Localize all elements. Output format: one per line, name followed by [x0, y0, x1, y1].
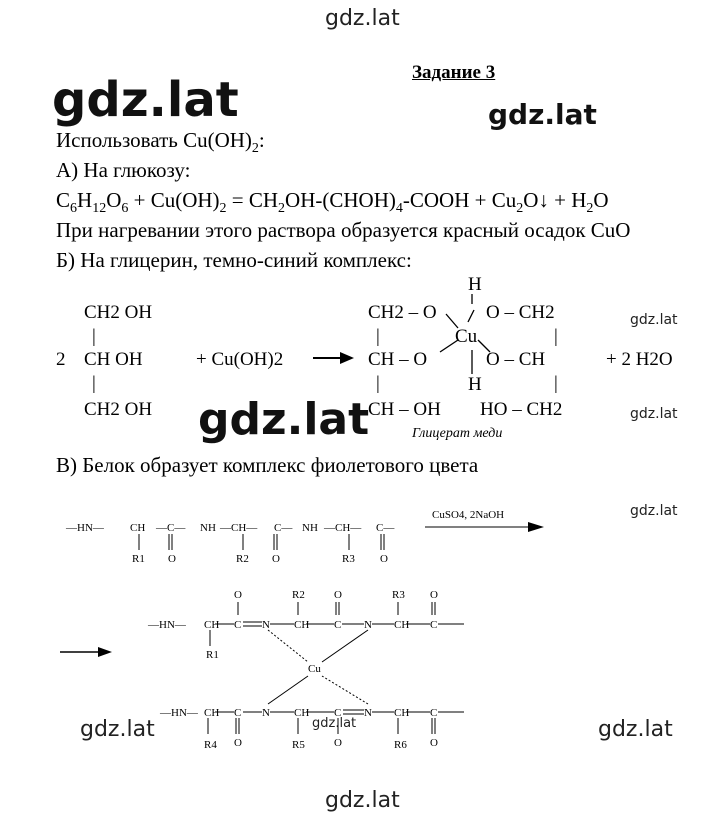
r6-lower: R6 — [394, 739, 407, 751]
chain-hn-1: —HN— — [66, 522, 104, 534]
glycerol-row3: CH2 OH — [84, 399, 153, 420]
o-lower-2: O — [430, 737, 438, 749]
o-top-3: O — [380, 553, 388, 565]
watermark-center-large: gdz.lat — [198, 394, 370, 445]
o-minus-upper: O — [234, 589, 242, 601]
section-c-label: В) Белок образует комплекс фиолетового цвета — [56, 453, 479, 477]
task-title: Задание 3 — [412, 62, 496, 83]
chain-nh-2: NH — [302, 522, 318, 534]
ch-lower-2: CH — [294, 707, 310, 719]
r3-top: R3 — [342, 553, 355, 565]
section-b-label: Б) На глицерин, темно-синий комплекс: — [56, 248, 412, 272]
ch-upper-1: CH — [204, 619, 220, 631]
watermark-top: gdz.lat — [325, 6, 400, 31]
hn-upper: —HN— — [148, 619, 186, 631]
c-upper-3: C — [430, 619, 438, 631]
chain-c-2: C— — [274, 522, 293, 534]
ch-lower-3: CH — [394, 707, 410, 719]
glycerol-bar2: | — [92, 373, 96, 394]
n-upper-1: N — [262, 619, 270, 631]
complex-bar2: | — [376, 373, 380, 394]
reagent-line: Использовать $Cu(OH)_2$: — [56, 128, 265, 157]
glycerol-bar1: | — [92, 326, 96, 347]
complex-h-top: H — [468, 274, 482, 295]
ch-upper-3: CH — [394, 619, 410, 631]
glucose-note: При нагревании этого раствора образуется красный осадок CuO — [56, 218, 631, 242]
section-a-label: А) На глюкозу: — [56, 158, 191, 182]
complex-left-row3: CH – OH — [368, 399, 441, 420]
watermark-small-3: gdz.lat — [630, 503, 678, 519]
complex-left-row1: CH2 – O — [368, 302, 437, 323]
complex-cu: Cu — [455, 326, 478, 347]
n-lower-2: N — [364, 707, 372, 719]
complex-right-row3: HO – CH2 — [480, 399, 563, 420]
chain-ch-2: —CH— — [220, 522, 258, 534]
c-upper-2: C — [334, 619, 342, 631]
watermark-bottom-right: gdz.lat — [598, 717, 673, 742]
n-upper-2: N — [364, 619, 372, 631]
watermark-small-1: gdz.lat — [630, 312, 678, 328]
chain-c-1: —C— — [156, 522, 186, 534]
chain-c-3: C— — [376, 522, 395, 534]
chain-nh-1: NH — [200, 522, 216, 534]
protein-biuret-diagram — [0, 500, 720, 770]
complex-left-row2: CH – O — [368, 349, 428, 370]
reagent-cuso4: CuSO4, 2NaOH — [432, 509, 505, 521]
complex-h-bottom: H — [468, 374, 482, 395]
water-product: + 2 H2O — [606, 349, 673, 370]
watermark-bottom-left: gdz.lat — [80, 717, 155, 742]
r5-lower: R5 — [292, 739, 305, 751]
n-lower-1: N — [262, 707, 270, 719]
cu-hydroxide-reagent: + Cu(OH)2 — [196, 349, 284, 370]
r4-lower: R4 — [204, 739, 217, 751]
watermark-large-left: gdz.lat — [52, 72, 239, 128]
watermark-medium-right: gdz.lat — [488, 98, 597, 131]
r3-upper: R3 — [392, 589, 405, 601]
o-upper-1: O — [334, 589, 342, 601]
chain-ch-1: CH — [130, 522, 146, 534]
reaction-arrow-head — [340, 352, 354, 364]
hn-lower: —HN— — [160, 707, 198, 719]
glycerate-label: Глицерат меди — [412, 426, 503, 441]
c-lower-3: C — [430, 707, 438, 719]
o-minus-lower: O — [334, 737, 342, 749]
c-lower-2: C — [334, 707, 342, 719]
complex-right-bar2: | — [554, 373, 558, 394]
r1-upper: R1 — [206, 649, 219, 661]
r2-upper: R2 — [292, 589, 305, 601]
r2-top: R2 — [236, 553, 249, 565]
equation-glucose: $C_6H_{12}O_6 + Cu(OH)_2$ = $CH_2OH-(CHOH)_4$-COOH + $Cu_2O↓ + H_2O$ — [56, 188, 609, 217]
complex-right-bar1: | — [554, 326, 558, 347]
o-top-2: O — [272, 553, 280, 565]
watermark-footer: gdz.lat — [325, 788, 400, 813]
c-upper-1: C — [234, 619, 242, 631]
complex-bar1: | — [376, 326, 380, 347]
complex-right-row1: O – CH2 — [486, 302, 555, 323]
o-upper-2: O — [430, 589, 438, 601]
r1-top: R1 — [132, 553, 145, 565]
watermark-bottom-center-small: gdz.lat — [312, 716, 357, 731]
glycerol-reaction-diagram — [0, 272, 720, 442]
c-lower-1: C — [234, 707, 242, 719]
protein-arrow-head-1 — [528, 522, 544, 532]
complex-right-row2: O – CH — [486, 349, 546, 370]
o-top-1: O — [168, 553, 176, 565]
protein-arrow-head-2 — [98, 647, 112, 657]
watermark-small-2: gdz.lat — [630, 406, 678, 422]
coefficient-2: 2 — [56, 349, 66, 370]
glycerol-row1: CH2 OH — [84, 302, 153, 323]
o-lower-1: O — [234, 737, 242, 749]
ch-upper-2: CH — [294, 619, 310, 631]
chain-ch-3: —CH— — [324, 522, 362, 534]
glycerol-row2: CH OH — [84, 349, 143, 370]
ch-lower-1: CH — [204, 707, 220, 719]
cu-center: Cu — [308, 663, 321, 675]
